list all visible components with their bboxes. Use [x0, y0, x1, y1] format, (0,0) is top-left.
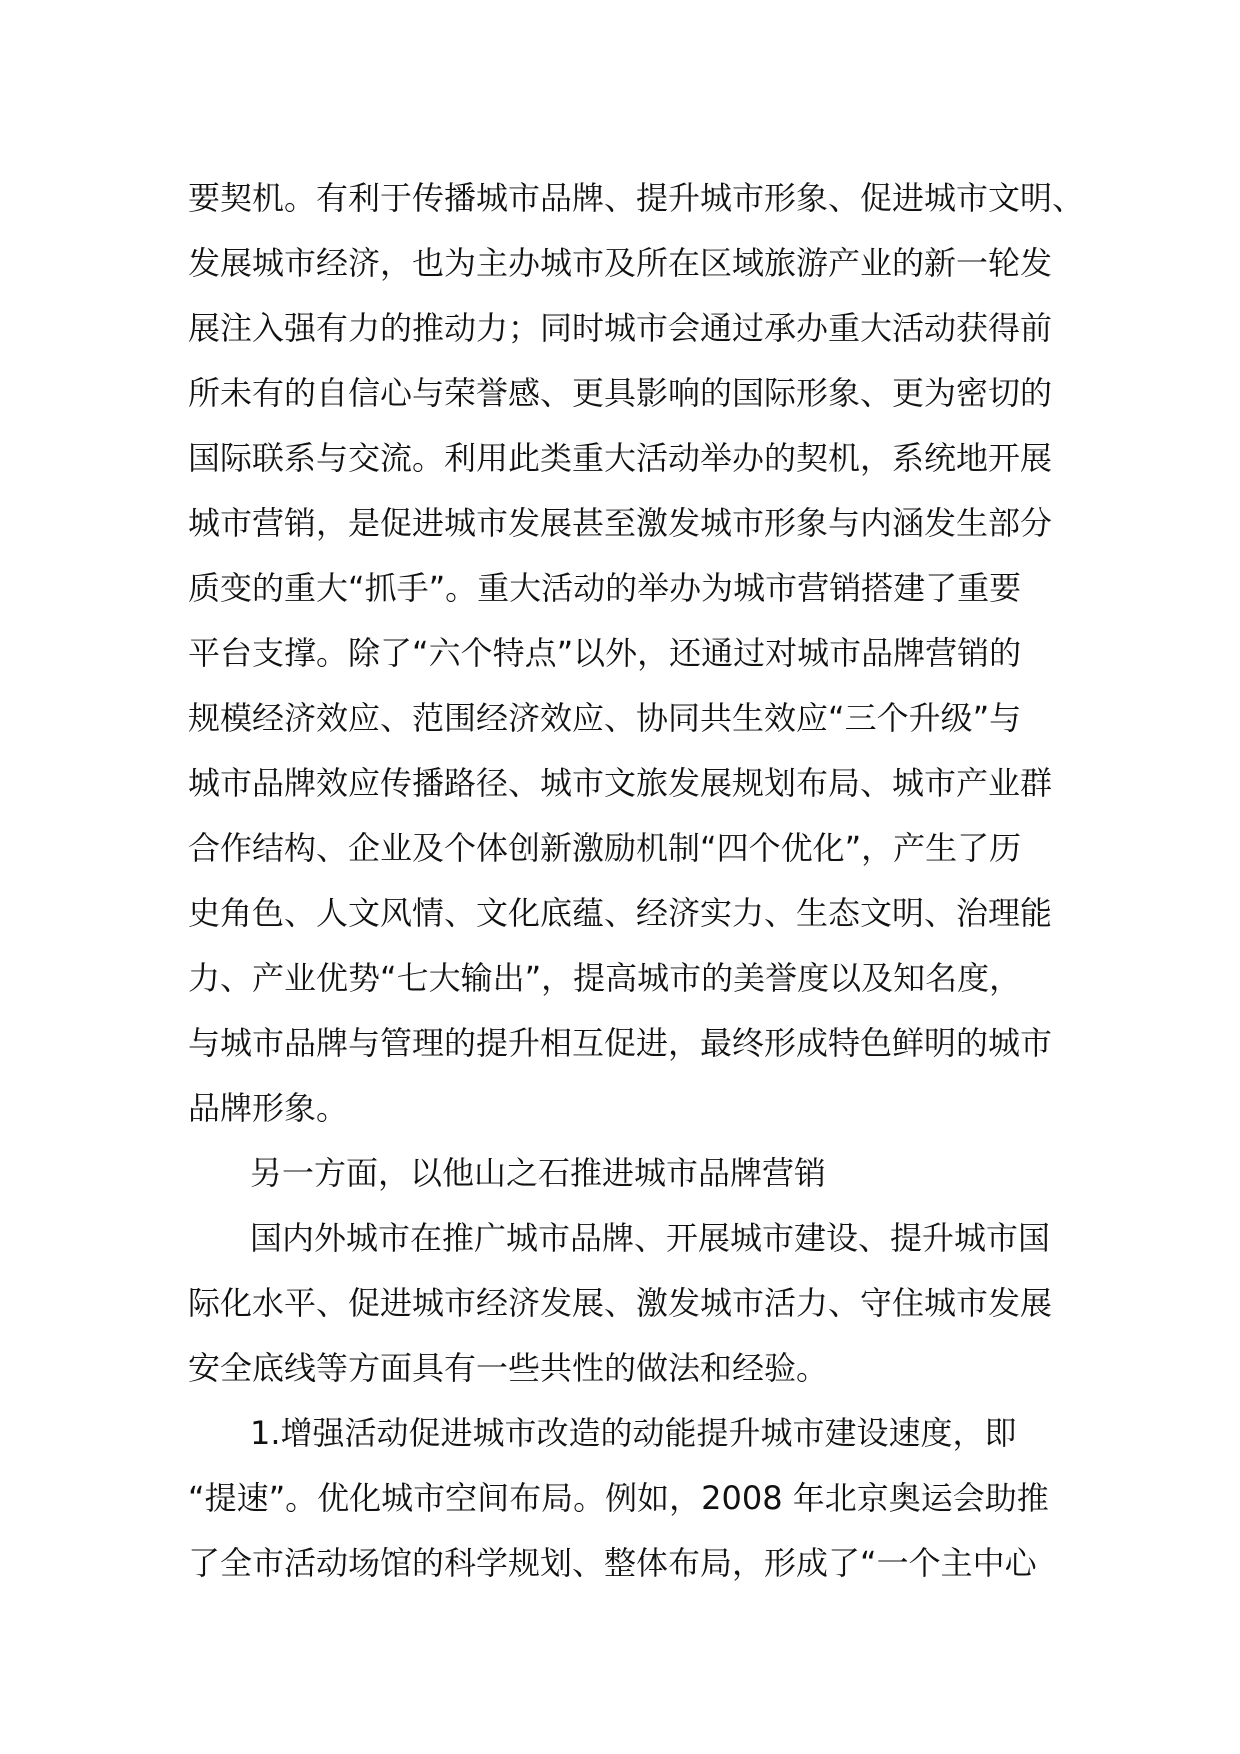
text-line-14: 与城市品牌与管理的提升相互促进，最终形成特色鲜明的城市	[188, 1024, 1053, 1062]
text-line-15: 品牌形象。	[188, 1089, 349, 1127]
text-line-10: 城市品牌效应传播路径、城市文旅发展规划布局、城市产业群	[188, 764, 1053, 802]
text-line-12: 史角色、人文风情、文化底蕴、经济实力、生态文明、治理能	[188, 894, 1053, 932]
body-text	[188, 166, 1085, 1596]
text-line-9: 规模经济效应、范围经济效应、协同共生效应“三个升级”与	[188, 699, 1022, 737]
text-line-19: 安全底线等方面具有一些共性的做法和经验。	[188, 1349, 829, 1387]
text-line-1: 要契机。有利于传播城市品牌、提升城市形象、促进城市文明、	[188, 179, 1085, 217]
text-line-7: 质变的重大“抓手”。重大活动的举办为城市营销搭建了重要	[188, 569, 1022, 607]
text-line-4: 所未有的自信心与荣誉感、更具影响的国际形象、更为密切的	[188, 374, 1053, 412]
text-line-22: 了全市活动场馆的科学规划、整体布局，形成了“一个主中心	[188, 1544, 1037, 1582]
text-line-21: “提速”。优化城市空间布局。例如，2008 年北京奥运会助推	[188, 1479, 1049, 1517]
text-line-11: 合作结构、企业及个体创新激励机制“四个优化”，产生了历	[188, 829, 1022, 867]
text-line-2: 发展城市经济，也为主办城市及所在区域旅游产业的新一轮发	[188, 244, 1053, 282]
text-line-6: 城市营销，是促进城市发展甚至激发城市形象与内涵发生部分	[188, 504, 1053, 542]
text-line-3: 展注入强有力的推动力；同时城市会通过承办重大活动获得前	[188, 309, 1053, 347]
numbered-item-1: 1.增强活动促进城市改造的动能提升城市建设速度，即	[250, 1414, 1017, 1452]
text-line-18: 际化水平、促进城市经济发展、激发城市活力、守住城市发展	[188, 1284, 1053, 1322]
text-line-5: 国际联系与交流。利用此类重大活动举办的契机，系统地开展	[188, 439, 1053, 477]
section-heading: 另一方面，以他山之石推进城市品牌营销	[250, 1154, 827, 1192]
text-line-13: 力、产业优势“七大输出”，提高城市的美誉度以及知名度，	[188, 959, 1022, 997]
text-line-8: 平台支撑。除了“六个特点”以外，还通过对城市品牌营销的	[188, 634, 1022, 672]
text-line-17: 国内外城市在推广城市品牌、开展城市建设、提升城市国	[250, 1219, 1051, 1257]
